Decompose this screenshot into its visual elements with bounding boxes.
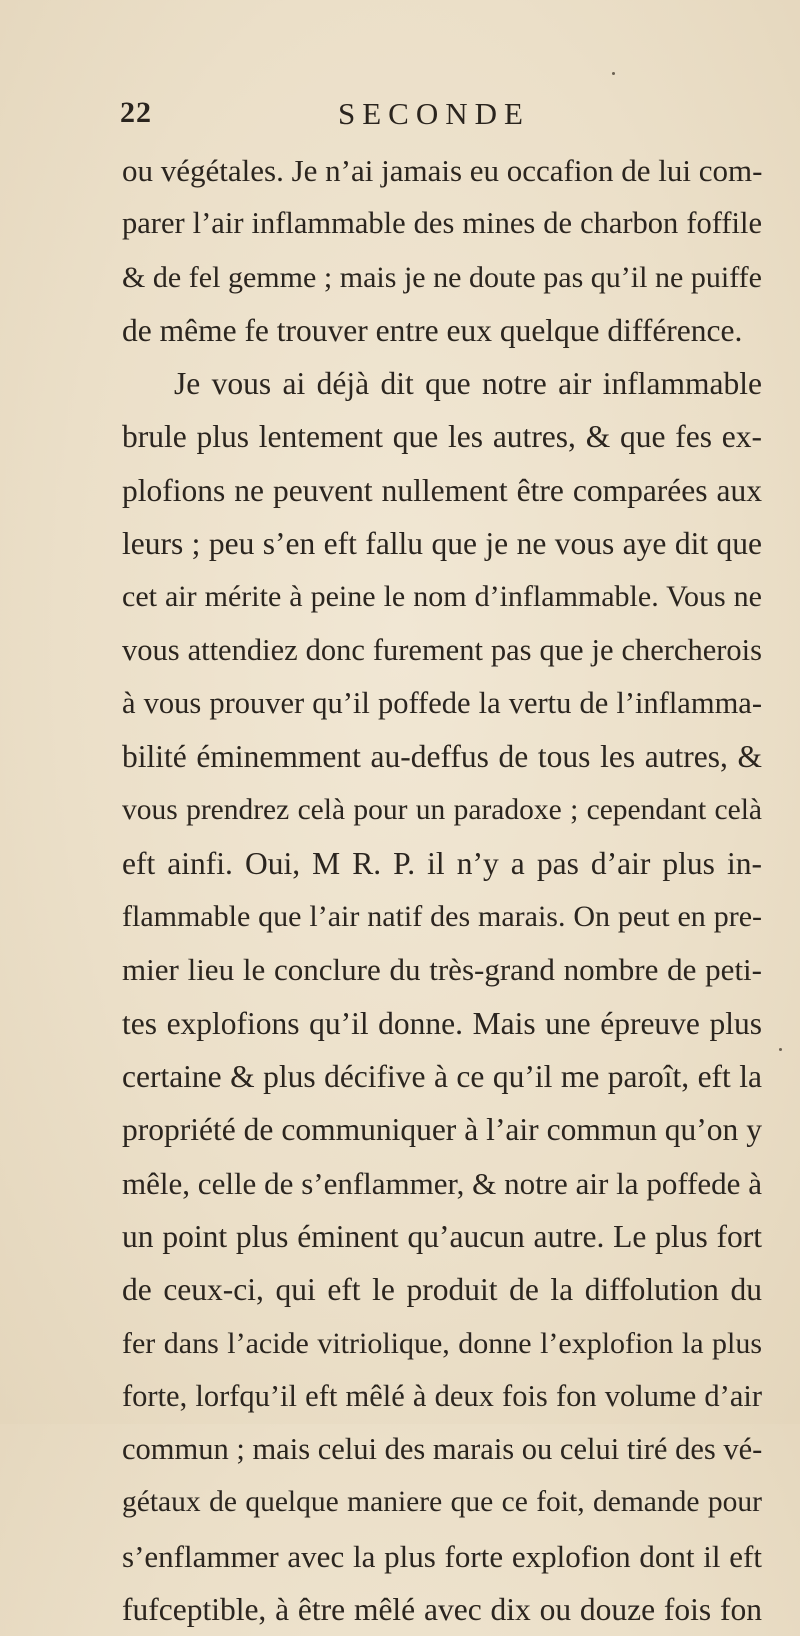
text-line: de ceux-ci, qui eft le produit de la diffolution du	[122, 1272, 762, 1308]
text-line: gétaux de quelque maniere que ce foit, demande pour	[122, 1486, 762, 1519]
text-line: leurs ; peu s’en eft fallu que je ne vous aye dit que	[122, 526, 762, 562]
text-line: ou végétales. Je n’ai jamais eu occafion de lui com-	[122, 153, 763, 188]
text-line: & de fel gemme ; mais je ne doute pas qu’il ne puiffe	[122, 260, 762, 294]
text-line: plofions ne peuvent nullement être comparées aux	[122, 472, 762, 508]
text-line: de même fe trouver entre eux quelque différence.	[122, 312, 743, 348]
page-header	[0, 96, 800, 140]
text-line: cet air mérite à peine le nom d’inflammable. Vous ne	[122, 580, 762, 614]
text-line: mêle, celle de s’enflammer, & notre air la poffede à	[122, 1165, 762, 1201]
paper-speck	[779, 1048, 782, 1051]
paper-speck	[612, 72, 615, 75]
text-line: forte, lorfqu’il eft mêlé à deux fois fon volume d’air	[122, 1378, 762, 1413]
text-line: fufceptible, à être mêlé avec dix ou douze fois fon	[122, 1592, 762, 1628]
page-number: 22	[120, 96, 152, 129]
text-line: à vous prouver qu’il poffede la vertu de l’inflamma-	[122, 685, 762, 720]
text-line: tes explofions qu’il donne. Mais une épreuve plus	[122, 1005, 762, 1041]
text-line: brule plus lentement que les autres, & que fes ex-	[122, 419, 762, 455]
text-line: s’enflammer avec la plus forte explofion dont il eft	[122, 1538, 762, 1574]
text-line: vous prendrez celà pour un paradoxe ; cependant celà	[122, 793, 762, 826]
text-line: flammable que l’air natif des marais. On peut en pre-	[122, 900, 762, 934]
text-line: eft ainfi. Oui, M R. P. il n’y a pas d’air plus in-	[122, 845, 762, 881]
text-line: parer l’air inflammable des mines de charbon foffile	[122, 206, 762, 241]
text-line: Je vous ai déjà dit que notre air inflammable	[174, 366, 762, 402]
text-line: fer dans l’acide vitriolique, donne l’explofion la plus	[122, 1326, 762, 1360]
running-title: SECONDE	[338, 96, 530, 131]
text-line: vous attendiez donc furement pas que je chercherois	[122, 632, 762, 667]
text-line: certaine & plus décifive à ce qu’il me paroît, eft la	[122, 1059, 762, 1095]
body-text	[122, 144, 762, 1636]
text-line: propriété de communiquer à l’air commun qu’on y	[122, 1112, 762, 1148]
text-line: bilité éminemment au-deffus de tous les autres, &	[122, 739, 762, 775]
text-line: un point plus éminent qu’aucun autre. Le plus fort	[122, 1218, 762, 1254]
text-line: commun ; mais celui des marais ou celui tiré des vé-	[122, 1432, 763, 1467]
text-line: mier lieu le conclure du très-grand nombre de peti-	[122, 952, 762, 988]
